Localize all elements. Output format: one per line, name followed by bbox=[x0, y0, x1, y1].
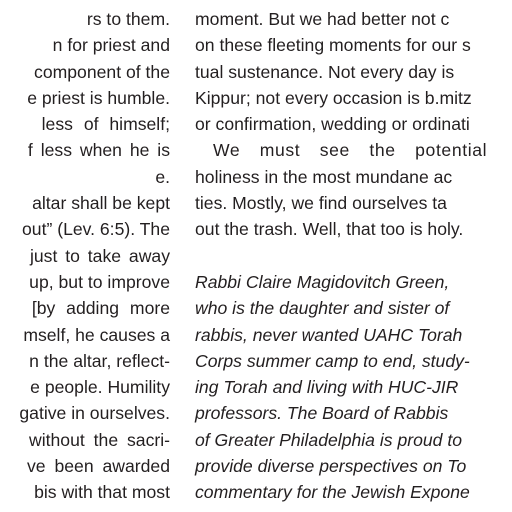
right-column bbox=[195, 0, 487, 506]
left-line: f less when he is bbox=[27, 140, 170, 161]
left-line: n the altar, reflect- bbox=[29, 350, 170, 371]
right-line: holiness in the most mundane ac bbox=[195, 166, 453, 187]
blank-line bbox=[195, 243, 487, 269]
right-line: moment. But we had better not c bbox=[195, 9, 450, 29]
left-line: component of the bbox=[34, 61, 170, 82]
left-line: without the sacri- bbox=[29, 429, 170, 450]
left-line: altar shall be kept bbox=[32, 193, 170, 214]
left-line: just to take away bbox=[29, 245, 170, 266]
bio-line: Rabbi Claire Magidovitch Green, bbox=[195, 271, 450, 292]
left-line: out” (Lev. 6:5). The bbox=[22, 219, 170, 240]
right-line: or confirmation, wedding or ordinati bbox=[195, 114, 470, 135]
left-line: up, but to improve bbox=[29, 271, 170, 292]
left-line: mself, he causes a bbox=[23, 324, 170, 345]
left-line: e people. Humility bbox=[30, 377, 170, 398]
bio-line: of Greater Philadelphia is proud to bbox=[195, 429, 462, 450]
left-line: less of himself; bbox=[41, 114, 170, 135]
left-line: e priest is humble. bbox=[27, 87, 170, 108]
left-column bbox=[19, 0, 170, 506]
right-line: Kippur; not every occasion is b.mitz bbox=[195, 87, 472, 108]
bio-line: provide diverse perspectives on To bbox=[195, 456, 467, 477]
left-line: rs to them. bbox=[86, 9, 170, 29]
bio-line: ing Torah and living with HUC-JIR bbox=[195, 377, 459, 398]
left-line: bis with that most bbox=[34, 482, 170, 503]
left-line: e. bbox=[155, 166, 170, 187]
right-line: ties. Mostly, we find ourselves ta bbox=[195, 193, 447, 214]
bio-line: who is the daughter and sister of bbox=[195, 298, 450, 319]
left-line: ve been awarded bbox=[27, 456, 170, 477]
bio-line: professors. The Board of Rabbis bbox=[195, 403, 449, 424]
left-line: gative in ourselves. bbox=[19, 403, 170, 424]
right-line: out the trash. Well, that too is holy. bbox=[195, 219, 464, 240]
right-line: We must see the potential bbox=[213, 140, 488, 161]
left-line: n for priest and bbox=[52, 35, 170, 56]
bio-line: rabbis, never wanted UAHC Torah bbox=[195, 324, 463, 345]
right-line: tual sustenance. Not every day is bbox=[195, 61, 455, 82]
bio-line: commentary for the Jewish Expone bbox=[195, 482, 470, 503]
bio-line: Corps summer camp to end, study- bbox=[195, 350, 470, 371]
left-line: [by adding more bbox=[31, 298, 170, 319]
right-line: on these fleeting moments for our s bbox=[195, 35, 471, 56]
